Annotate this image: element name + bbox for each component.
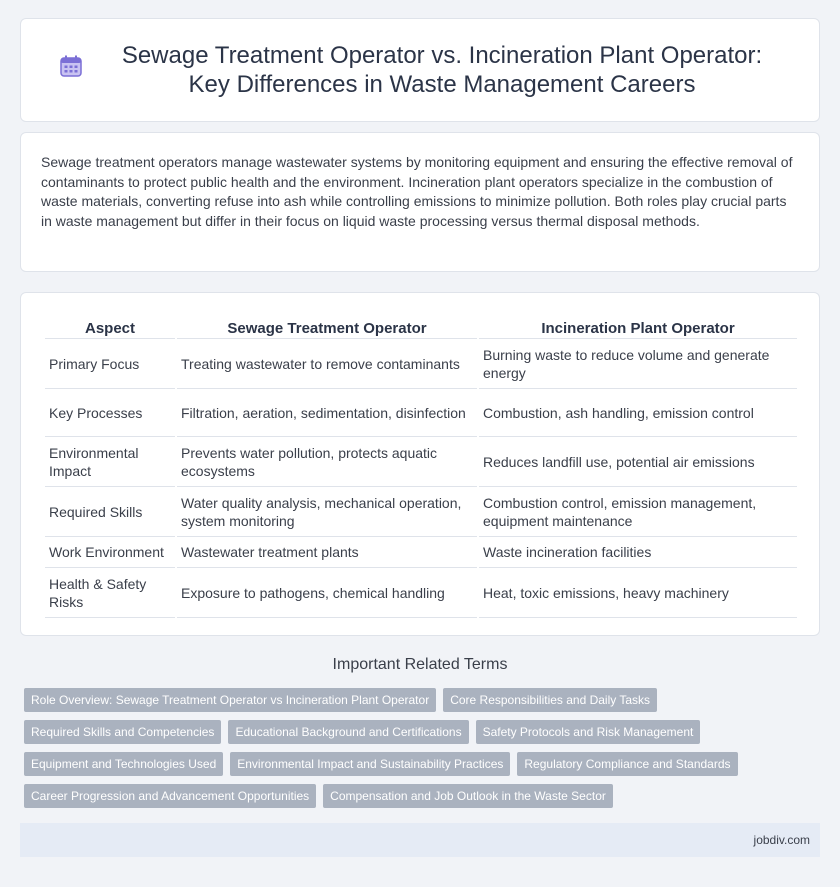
row-sewage-value: Prevents water pollution, protects aquatic ecosystems [177,437,477,487]
related-terms-tags [24,688,824,816]
calendar-grid-icon [58,53,84,79]
row-aspect: Environmental Impact [45,437,175,487]
column-header-incineration: Incineration Plant Operator [479,313,797,339]
row-aspect: Health & Safety Risks [45,568,175,618]
row-aspect: Primary Focus [45,339,175,389]
intro-card [20,132,820,272]
related-term-tag[interactable]: Educational Background and Certifications [228,720,468,744]
table-row [45,389,797,437]
footer [20,823,820,857]
row-incineration-value: Reduces landfill use, potential air emissions [479,437,797,487]
row-sewage-value: Water quality analysis, mechanical operation, system monitoring [177,487,477,537]
intro-paragraph: Sewage treatment operators manage wastewater systems by monitoring equipment and ensuring the effective removal of contaminants to protect public health and the environment. Incineration plant operators specialize in the combustion of waste materials, converting refuse into ash while controlling emissions to minimize pollution. Both roles play crucial parts in waste management but differ in their focus on liquid waste processing versus thermal disposal methods. [41,154,793,229]
row-incineration-value: Burning waste to reduce volume and generate energy [479,339,797,389]
comparison-table [43,313,799,618]
column-header-sewage: Sewage Treatment Operator [177,313,477,339]
related-term-tag[interactable]: Environmental Impact and Sustainability Practices [230,752,510,776]
row-sewage-value: Treating wastewater to remove contaminants [177,339,477,389]
row-aspect: Required Skills [45,487,175,537]
footer-site-link[interactable]: jobdiv.com [753,833,810,847]
table-row [45,537,797,568]
table-header-row [45,313,797,339]
column-header-aspect: Aspect [45,313,175,339]
table-row [45,568,797,618]
row-incineration-value: Combustion control, emission management, equipment maintenance [479,487,797,537]
related-term-tag[interactable]: Career Progression and Advancement Opportunities [24,784,316,808]
page-title: Sewage Treatment Operator vs. Incineration Plant Operator: Key Differences in Waste Management Careers [121,42,763,98]
tag-row [24,784,824,808]
related-term-tag[interactable]: Equipment and Technologies Used [24,752,223,776]
related-term-tag[interactable]: Required Skills and Competencies [24,720,221,744]
related-term-tag[interactable]: Role Overview: Sewage Treatment Operator vs Incineration Plant Operator [24,688,436,712]
related-term-tag[interactable]: Regulatory Compliance and Standards [517,752,737,776]
row-incineration-value: Combustion, ash handling, emission control [479,389,797,437]
tag-row [24,720,824,744]
tag-row [24,752,824,776]
comparison-table-card [20,292,820,636]
row-incineration-value: Waste incineration facilities [479,537,797,568]
table-row [45,487,797,537]
related-term-tag[interactable]: Core Responsibilities and Daily Tasks [443,688,657,712]
tag-row [24,688,824,712]
row-sewage-value: Wastewater treatment plants [177,537,477,568]
table-row [45,437,797,487]
related-terms-heading: Important Related Terms [332,656,508,673]
row-aspect: Key Processes [45,389,175,437]
related-term-tag[interactable]: Compensation and Job Outlook in the Waste Sector [323,784,613,808]
row-incineration-value: Heat, toxic emissions, heavy machinery [479,568,797,618]
row-sewage-value: Exposure to pathogens, chemical handling [177,568,477,618]
title-card [20,18,820,122]
table-row [45,339,797,389]
row-aspect: Work Environment [45,537,175,568]
related-term-tag[interactable]: Safety Protocols and Risk Management [476,720,701,744]
row-sewage-value: Filtration, aeration, sedimentation, disinfection [177,389,477,437]
